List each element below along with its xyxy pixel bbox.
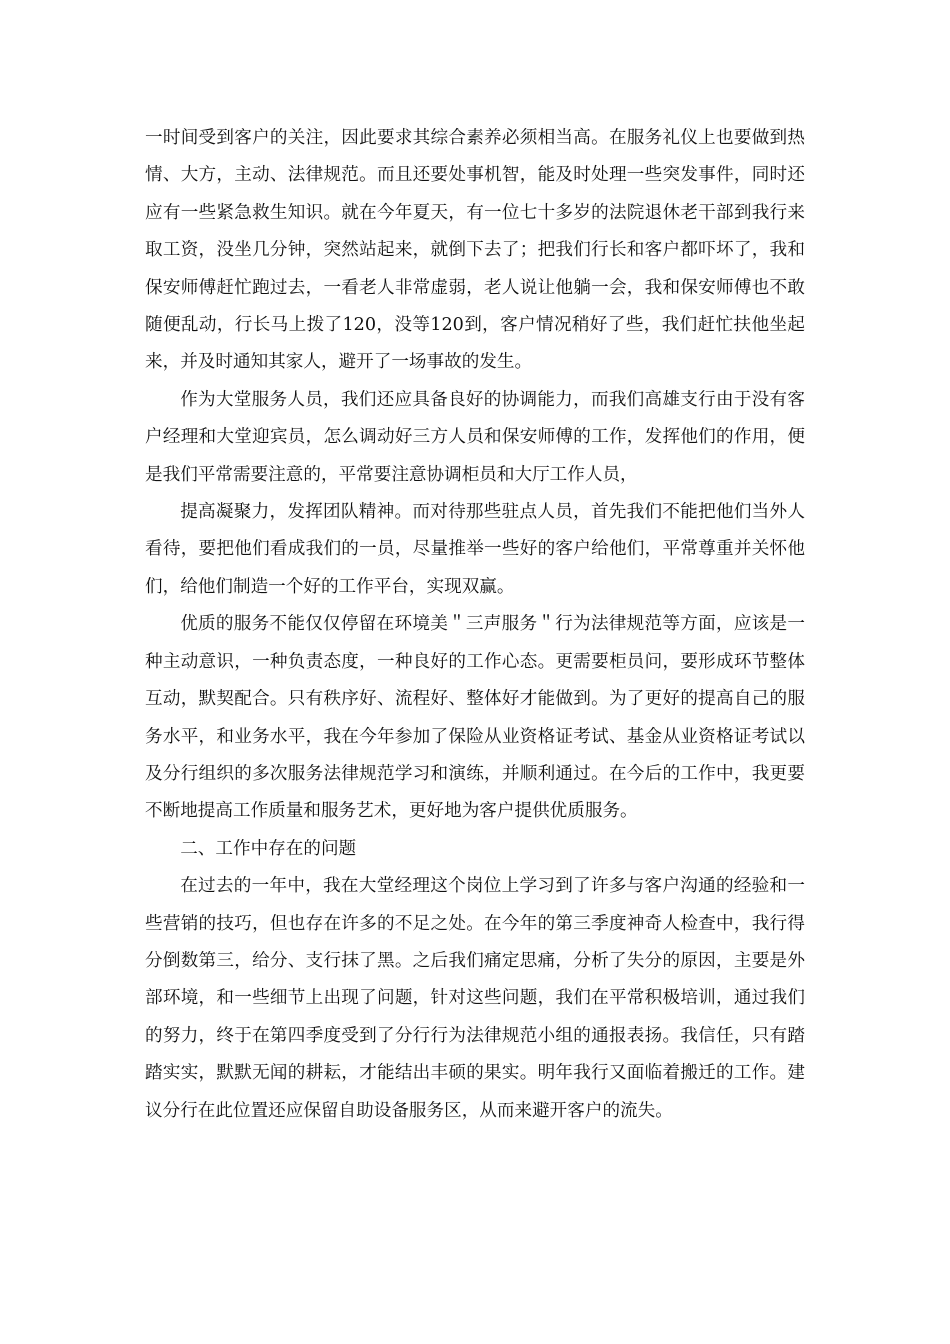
paragraph-5: 在过去的一年中，我在大堂经理这个岗位上学习到了许多与客户沟通的经验和一些营销的技巧，但也存在许多的不足之处。在今年的第三季度神奇人检查中，我行得分倒数第三，给分、支行抹了黑。之后我们痛定思痛，分析了失分的原因，主要是外部环境，和一些细节上出现了问题，针对这些问题，我们在平常积极培训，通过我们的努力，终于在第四季度受到了分行行为法律规范小组的通报表扬。我信任，只有踏踏实实，默默无闻的耕耘，才能结出丰硕的果实。明年我行又面临着搬迁的工作。建议分行在此位置还应保留自助设备服务区，从而来避开客户的流失。 xyxy=(145,876,805,1121)
paragraph-1: 一时间受到客户的关注，因此要求其综合素养必须相当高。在服务礼仪上也要做到热情、大方，主动、法律规范。而且还要处事机智，能及时处理一些突发事件，同时还应有一些紧急救生知识。就在今年夏天，有一位七十多岁的法院退休老干部到我行来取工资，没坐几分钟，突然站起来，就倒下去了；把我们行长和客户都吓坏了，我和保安师傅赶忙跑过去，一看老人非常虚弱，老人说让他躺一会，我和保安师傅也不敢随便乱动，行长马上拨了120，没等120到，客户情况稍好了些，我们赶忙扶他坐起来，并及时通知其家人，避开了一场事故的发生。 xyxy=(145,128,805,373)
section-heading-problems: 二、工作中存在的问题 xyxy=(180,838,357,859)
paragraph-2: 作为大堂服务人员，我们还应具备良好的协调能力，而我们高雄支行由于没有客户经理和大堂迎宾员，怎么调动好三方人员和保安师傅的工作，发挥他们的作用，便是我们平常需要注意的，平常要注意协调柜员和大厅工作人员， xyxy=(145,389,805,485)
document-page xyxy=(145,120,805,1130)
paragraph-4: 优质的服务不能仅仅停留在环境美＂三声服务＂行为法律规范等方面，应该是一种主动意识，一种负责态度，一种良好的工作心态。更需要柜员问，要形成环节整体互动，默契配合。只有秩序好、流程好、整体好才能做到。为了更好的提高自己的服务水平，和业务水平，我在今年参加了保险从业资格证考试、基金从业资格证考试以及分行组织的多次服务法律规范学习和演练，并顺利通过。在今后的工作中，我更要不断地提高工作质量和服务艺术，更好地为客户提供优质服务。 xyxy=(145,614,805,822)
paragraph-3: 提高凝聚力，发挥团队精神。而对待那些驻点人员，首先我们不能把他们当外人看待，要把他们看成我们的一员，尽量推举一些好的客户给他们，平常尊重并关怀他们，给他们制造一个好的工作平台，实现双赢。 xyxy=(145,502,805,597)
